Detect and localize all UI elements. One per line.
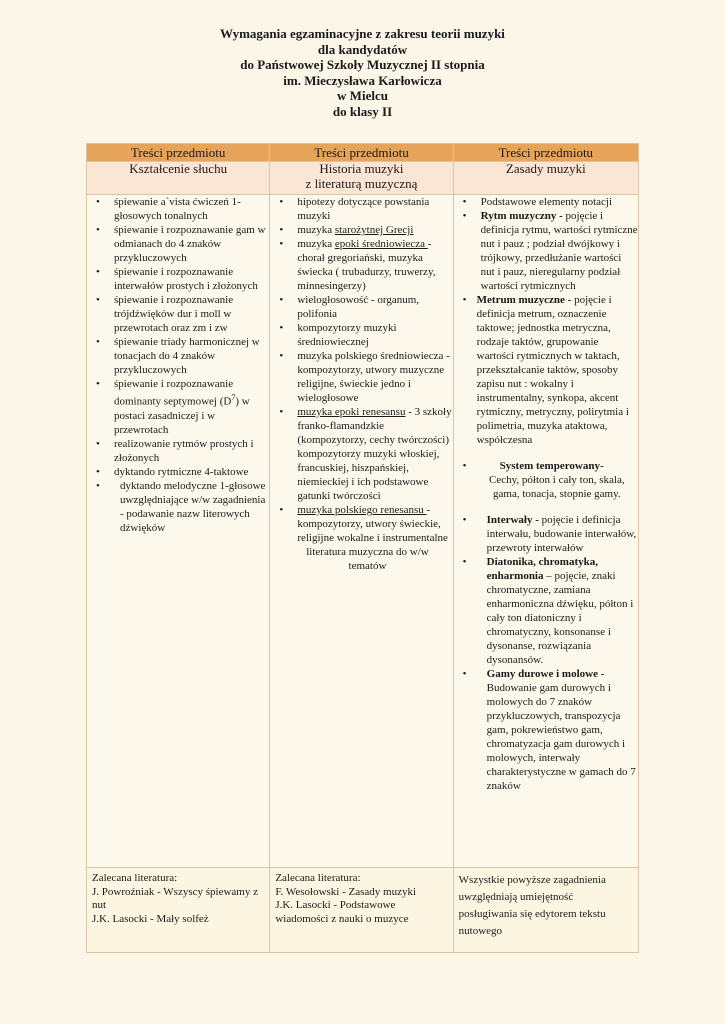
list-item xyxy=(454,513,638,555)
list-item xyxy=(454,459,638,473)
list-item xyxy=(454,667,638,793)
literature-ear-training xyxy=(87,868,270,953)
requirements-table xyxy=(86,143,639,953)
underlined-topic: muzyka epoki renesansu xyxy=(297,406,406,418)
list-item: • Podstawowe elementy notacji xyxy=(454,195,638,209)
list-item: • śpiewanie triady harmonicznej w tonacjach do 4 znaków przykluczowych xyxy=(87,335,269,377)
title-line-2: dla kandydatów xyxy=(317,41,408,57)
list-item-text-rest: ) w postaci zasadniczej i w przewrotach xyxy=(114,395,250,436)
list-item xyxy=(454,209,638,293)
bold-topic: System temperowany- xyxy=(499,460,604,472)
music-theory-list-2 xyxy=(454,459,638,473)
table-subheader-row xyxy=(87,162,639,195)
list-item-text: pojęcie i definicja rytmu, wartości rytmiczne nut i pauz ; podział dwójkowy i trójkowy, przedłużanie wartości nut i pauz, nieregularny podział wartości rytmicznych xyxy=(480,210,638,292)
literature-heading: Zalecana literatura: xyxy=(275,872,361,884)
list-item-text: pojęcie i definicja metrum, oznaczenie taktowe; jednostka metryczna, rodzaje taktów, grupowanie wartości rytmicznych w taktach, przekształcanie taktów, sposoby zapisu nut : wokalny i instrumentalny, synkopa, akcent rytmiczny, metryczny, polirytmia i polimetria, muzyka ataktowa, współczesna xyxy=(476,294,629,446)
literature-entry: J.K. Lasocki - Mały solfeż xyxy=(92,912,209,925)
music-theory-list xyxy=(454,195,638,447)
music-theory-content xyxy=(453,195,638,868)
list-item: • śpiewanie i rozpoznawanie interwałów prostych i złożonych xyxy=(87,265,269,293)
list-item: • realizowanie rytmów prostych i złożonych xyxy=(87,437,269,465)
list-item xyxy=(270,405,452,503)
bold-topic: Diatonika, chromatyka, enharmonia xyxy=(486,556,598,582)
list-item: • śpiewanie i rozpoznawanie trójdźwięków dur i moll w przewrotach oraz zm i zw xyxy=(87,293,269,335)
ear-training-content xyxy=(87,195,270,868)
list-item: • hipotezy dotyczące powstania muzyki xyxy=(270,195,452,223)
title-line-1: Wymagania egzaminacyjne z zakresu teorii muzyki xyxy=(220,26,505,41)
music-theory-list-3 xyxy=(454,513,638,793)
spacer xyxy=(454,447,638,459)
literature-row xyxy=(87,868,639,953)
list-item-text: śpiewanie i rozpoznawanie dominanty septymowej (D xyxy=(114,378,234,408)
ear-training-list xyxy=(87,195,269,535)
music-history-content xyxy=(270,195,453,868)
table-content-row xyxy=(87,195,639,868)
literature-music-history xyxy=(270,868,453,953)
list-item: • śpiewanie a`vista ćwiczeń 1-głosowych tonalnych xyxy=(87,195,269,223)
literature-entry: J. Powroźniak - Wszyscy śpiewamy z nut xyxy=(92,885,258,911)
literature-note: Wszystkie powyższe zagadnienia uwzględniają umiejętność posługiwania się edytorem tekstu nutowego xyxy=(458,874,606,937)
list-item xyxy=(270,503,452,545)
spacer xyxy=(454,501,638,513)
literature-heading: Zalecana literatura: xyxy=(92,872,178,884)
list-item-text: – pojęcie, znaki chromatyczne, zamiana enharmoniczna dźwięku, półton i cały ton diatoniczny i chromatyczny, konsonanse i dysonanse, rozwiązania dysonansów. xyxy=(486,570,634,666)
list-item-text: muzyka xyxy=(297,238,335,250)
list-item xyxy=(270,223,452,237)
title-line-6: do klasy II xyxy=(332,103,393,119)
list-item: • dyktando rytmiczne 4-taktowe xyxy=(87,465,269,479)
header-cell-1: Treści przedmiotu xyxy=(87,144,270,162)
subheader-ear-training: Kształcenie słuchu xyxy=(87,162,270,195)
underlined-topic: starożytnej Grecji xyxy=(334,224,414,236)
superscript-7: 7 xyxy=(231,393,236,402)
list-item-text: Budowanie gam durowych i molowych do 7 znaków przykluczowych, transpozycja gam, pokrewieństwo gam, chromatyzacja gam durowych i molowych, interwały charakterystyczne w gamach do 7 znaków xyxy=(486,682,636,792)
subheader-music-history-line2: z literaturą muzyczną xyxy=(305,175,418,191)
list-item-text-rest: - chorał gregoriański, muzyka świecka ( trubadurzy, truwerzy, minnesingerzy) xyxy=(297,238,436,292)
underlined-topic: muzyka polskiego renesansu xyxy=(297,504,427,516)
literature-entry: J.K. Lasocki - Podstawowe wiadomości z nauki o muzyce xyxy=(275,899,409,925)
list-item xyxy=(87,377,269,437)
list-item: • dyktando melodyczne 1-głosowe uwzględniające w/w zagadnienia - podawanie nazw literowych dźwięków xyxy=(87,479,269,535)
list-item xyxy=(270,237,452,293)
header-cell-2: Treści przedmiotu xyxy=(270,144,453,162)
list-item-text: muzyka xyxy=(297,224,335,236)
bold-topic: Gamy durowe i molowe - xyxy=(486,668,605,680)
list-item-text-rest: - 3 szkoły franko-flamandzkie (kompozytorzy, cechy twórczości) kompozytorzy muzyki włoskiej, francuskiej, hiszpańskiej, niemieckiej i ich podstawowe gatunki twórczości xyxy=(297,406,452,502)
title-line-5: w Mielcu xyxy=(337,88,388,103)
list-item xyxy=(454,293,638,447)
bold-topic: Rytm muzyczny - xyxy=(480,210,563,222)
list-item-text: pojęcie i definicja interwału, budowanie interwałów, przewroty interwałów xyxy=(486,514,637,554)
bold-topic: Metrum muzyczne - xyxy=(476,294,572,306)
document-title xyxy=(0,26,725,119)
subheader-music-theory: Zasady muzyki xyxy=(453,162,638,195)
list-item-text-rest: - kompozytorzy, utwory świeckie, religijne wokalne i instrumentalne xyxy=(297,504,448,544)
subheader-music-history xyxy=(270,162,453,195)
literature-music-theory xyxy=(453,868,638,953)
list-item: • kompozytorzy muzyki średniowiecznej xyxy=(270,321,452,349)
title-line-3: do Państwowej Szkoły Muzycznej II stopnia xyxy=(240,57,485,72)
literature-entry: F. Wesołowski - Zasady muzyki xyxy=(275,885,417,898)
list-item xyxy=(454,555,638,667)
subheader-music-history-line1: Historia muzyki xyxy=(319,161,404,176)
header-cell-3: Treści przedmiotu xyxy=(453,144,638,162)
music-history-list xyxy=(270,195,452,545)
title-line-4: im. Mieczysława Karłowicza xyxy=(283,72,442,88)
list-item: • wielogłosowość - organum, polifonia xyxy=(270,293,452,321)
underlined-topic: epoki średniowiecza xyxy=(334,238,428,250)
list-item: • śpiewanie i rozpoznawanie gam w odmianach do 4 znaków przykluczowych xyxy=(87,223,269,265)
bold-topic: Interwały - xyxy=(486,514,539,526)
list-item-text: Cechy, półton i cały ton, skala, gama, tonacja, stopnie gamy. xyxy=(489,474,625,500)
list-item: • muzyka polskiego średniowiecza - kompozytorzy, utwory muzyczne religijne, świeckie jedno i wielogłosowe xyxy=(270,349,452,405)
music-literature-note: literatura muzyczna do w/w tematów xyxy=(306,546,429,572)
table-header-row xyxy=(87,144,639,162)
